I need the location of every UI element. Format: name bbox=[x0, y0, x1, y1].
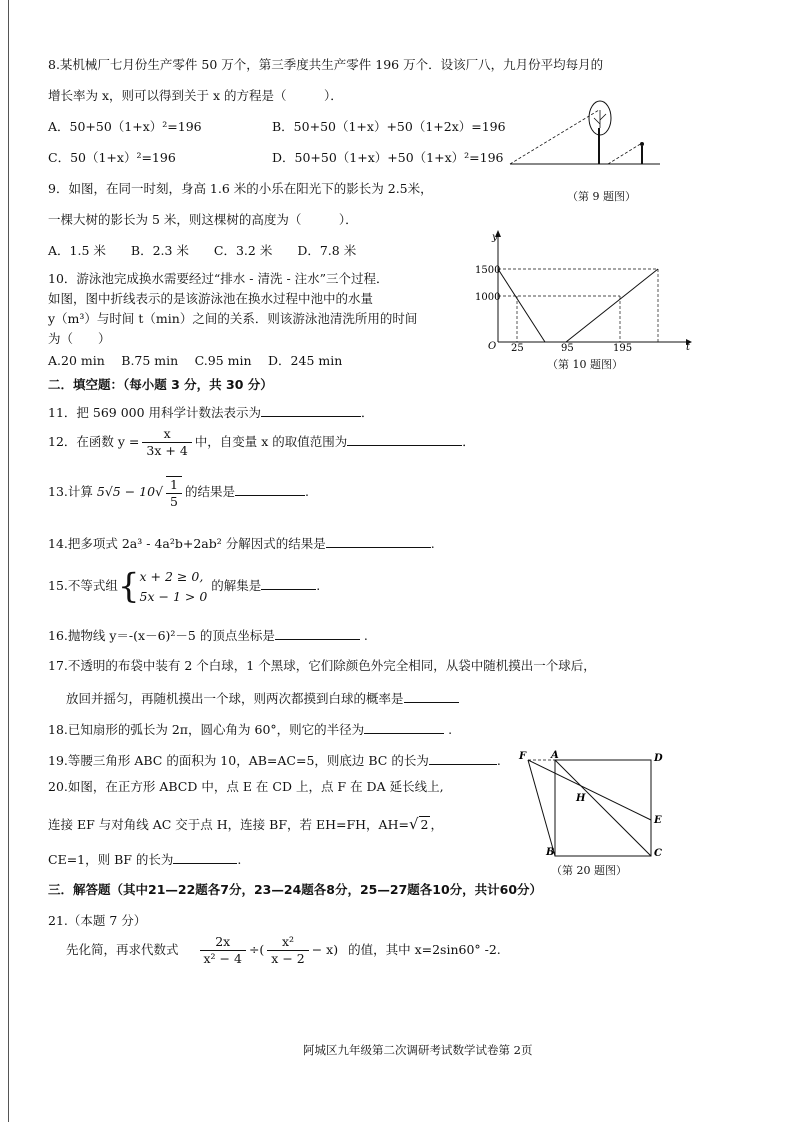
q11-answer-blank[interactable] bbox=[261, 404, 361, 417]
q10-line2: 如图，图中折线表示的是该游泳池在换水过程中池中的水量 bbox=[48, 291, 374, 306]
q18: 18.已知扇形的弧长为 2π，圆心角为 60°，则它的半径为 . bbox=[48, 722, 453, 737]
q21-tail: − x) bbox=[311, 942, 339, 957]
q8-option-b: B．50+50（1+x）+50（1+2x）=196 bbox=[272, 119, 506, 134]
q15-post: 的解集是 bbox=[211, 578, 262, 593]
q17-line1: 17.不透明的布袋中装有 2 个白球，1 个黑球，它们除颜色外完全相同，从袋中随机摸出一个球后， bbox=[48, 658, 596, 673]
q15-inequality-2: 5x − 1 > 0 bbox=[139, 588, 208, 604]
figure-10-graph bbox=[470, 225, 700, 355]
q8-line2: 增长率为 x，则可以得到关于 x 的方程是（ ）． bbox=[48, 88, 343, 103]
fig10-x-axis-label: t bbox=[686, 342, 691, 353]
q13-pre: 13.计算 bbox=[48, 484, 93, 499]
q13-denominator: 5 bbox=[170, 493, 178, 509]
q12: 12．在函数 y = $\frac{x}{3x + 4}$ 中，自变量 x 的取值范围为 ． bbox=[48, 426, 475, 458]
q12-denominator: 3x + 4 bbox=[146, 443, 188, 458]
q12-fraction bbox=[142, 426, 191, 459]
q19-answer-blank[interactable] bbox=[429, 752, 497, 765]
q16-answer-blank[interactable] bbox=[275, 627, 360, 640]
q8-option-c: C．50（1+x）²=196 bbox=[48, 150, 176, 165]
figure-20-caption: （第 20 题图） bbox=[551, 864, 627, 877]
q10-line3: y（m³）与时间 t（min）之间的关系．则该游泳池清洗所用的时间 bbox=[48, 311, 418, 326]
figure-20-square bbox=[513, 746, 688, 864]
q15-answer-blank[interactable] bbox=[261, 577, 316, 590]
q20-sqrt-sign: √ bbox=[408, 815, 419, 833]
figure-9-tree-shadow bbox=[505, 98, 665, 170]
q9-line1: 9．如图，在同一时刻，身高 1.6 米的小乐在阳光下的影长为 2.5米， bbox=[48, 181, 433, 196]
figure-10-caption: （第 10 题图） bbox=[547, 358, 623, 371]
q13-answer-blank[interactable] bbox=[235, 483, 305, 496]
fig10-xtick-25: 25 bbox=[511, 343, 524, 354]
q17-line2 bbox=[66, 690, 459, 707]
fig20-label-d: D bbox=[654, 753, 663, 764]
q8-option-d: D．50+50（1+x）+50（1+x）²=196 bbox=[272, 150, 504, 165]
q20-line1: 20.如图，在正方形 ABCD 中，点 E 在 CD 上，点 F 在 DA 延长线上, bbox=[48, 779, 444, 794]
q15-inequality-1: x + 2 ≥ 0, bbox=[139, 568, 204, 584]
q14: 14.把多项式 2a³ - 4a²b+2ab² 分解因式的结果是 . bbox=[48, 536, 435, 551]
q13-expr: 5√5 − 10√ bbox=[96, 484, 164, 499]
q12-post: 中，自变量 x 的取值范围为 bbox=[194, 434, 348, 449]
q14-answer-blank[interactable] bbox=[326, 535, 431, 548]
fig10-origin: O bbox=[488, 341, 497, 352]
fig10-ytick-1500: 1500 bbox=[475, 265, 501, 276]
fig10-y-axis-label: y bbox=[492, 232, 498, 243]
q21-f1-numerator: 2x bbox=[200, 934, 246, 951]
q21-post: 的值，其中 x=2sin60° -2. bbox=[348, 942, 501, 957]
q9-options: A．1.5 米 B．2.3 米 C．3.2 米 D．7.8 米 bbox=[48, 243, 357, 258]
q15-brace: { bbox=[117, 566, 140, 607]
page-footer: 阿城区九年级第二次调研考试数学试卷第 2页 bbox=[303, 1043, 533, 1057]
q20-line2-text: 连接 EF 与对角线 AC 交于点 H，连接 BF，若 EH=FH，AH= bbox=[48, 817, 409, 832]
q10-line1: 10．游泳池完成换水需要经过“排水 - 清洗 - 注水”三个过程． bbox=[48, 271, 389, 286]
q8-option-a: A．50+50（1+x）²=196 bbox=[48, 119, 202, 134]
q14-text: 14.把多项式 2a³ - 4a²b+2ab² 分解因式的结果是 bbox=[48, 536, 326, 551]
fig10-xtick-95: 95 bbox=[561, 343, 574, 354]
q13: 13.计算 5√5 − 10√ $\frac{1}{5}$ 的结果是 . bbox=[48, 476, 309, 509]
q20-line3-text: CE=1，则 BF 的长为 bbox=[48, 852, 174, 867]
fig20-label-e: E bbox=[654, 815, 662, 826]
fig20-label-f: F bbox=[519, 751, 527, 762]
q19: 19.等腰三角形 ABC 的面积为 10，AB=AC=5，则底边 BC 的长为 . bbox=[48, 753, 501, 768]
q20-sqrt-radicand: 2 bbox=[420, 817, 429, 832]
q11-text: 11．把 569 000 用科学计数法表示为 bbox=[48, 405, 262, 420]
q9-line2: 一棵大树的影长为 5 米，则这棵树的高度为（ ）． bbox=[48, 212, 358, 227]
q16: 16.抛物线 y＝-(x－6)²－5 的顶点坐标是 . bbox=[48, 628, 368, 643]
q13-numerator: 1 bbox=[166, 477, 182, 494]
q15-system bbox=[140, 567, 208, 607]
q21-fraction-2 bbox=[267, 934, 308, 967]
q11: 11．把 569 000 用科学计数法表示为 ． bbox=[48, 405, 374, 420]
fig10-xtick-195: 195 bbox=[613, 343, 633, 354]
q20-answer-blank[interactable] bbox=[173, 851, 237, 864]
q15: 15.不等式组{ x + 2 ≥ 0, 5x − 1 > 0 的解集是 . bbox=[48, 566, 321, 607]
q20-line3: CE=1，则 BF 的长为 . bbox=[48, 852, 242, 867]
q21-fraction-1 bbox=[200, 934, 246, 967]
q21-f2-denominator: x − 2 bbox=[271, 951, 305, 966]
q12-pre: 12．在函数 bbox=[48, 434, 114, 449]
fig20-label-c: C bbox=[654, 848, 662, 859]
q21-f2-numerator: x² bbox=[267, 934, 308, 951]
q21-f1-denominator: x² − 4 bbox=[203, 951, 242, 966]
q12-func: y = bbox=[117, 434, 140, 449]
q12-numerator: x bbox=[142, 426, 191, 443]
q10-options: A.20 min B.75 min C.95 min D．245 min bbox=[48, 353, 343, 368]
q18-text: 18.已知扇形的弧长为 2π，圆心角为 60°，则它的半径为 bbox=[48, 722, 365, 737]
q13-post: 的结果是 bbox=[185, 484, 236, 499]
q20-line2: 连接 EF 与对角线 AC 交于点 H，连接 BF，若 EH=FH，AH=√ 2 ， bbox=[48, 815, 443, 833]
page-margin-line bbox=[8, 0, 9, 1122]
q18-answer-blank[interactable] bbox=[364, 721, 444, 734]
q17-answer-blank[interactable] bbox=[404, 690, 459, 703]
q10-line4: 为（ ） bbox=[48, 331, 111, 346]
q21-divide: ÷( bbox=[248, 942, 265, 957]
fig20-label-a: A bbox=[551, 750, 559, 761]
q12-answer-blank[interactable] bbox=[347, 433, 462, 446]
fig10-ytick-1000: 1000 bbox=[475, 292, 501, 303]
q13-fraction bbox=[166, 476, 182, 510]
fig20-label-b: B bbox=[546, 847, 555, 858]
q21-pre: 先化简，再求代数式 bbox=[66, 942, 179, 957]
section-2-heading: 二．填空题：（每小题 3 分，共 30 分） bbox=[48, 377, 273, 392]
figure-9-caption: （第 9 题图） bbox=[567, 190, 636, 203]
q17-line2-text: 放回并摇匀，再随机摸出一个球，则两次都摸到白球的概率是 bbox=[66, 691, 404, 706]
q16-text: 16.抛物线 y＝-(x－6)²－5 的顶点坐标是 bbox=[48, 628, 275, 643]
q21-body bbox=[66, 928, 501, 972]
q8-line1: 8.某机械厂七月份生产零件 50 万个，第三季度共生产零件 196 万个．设该厂八，九月份平均每月的 bbox=[48, 57, 604, 72]
q21-title: 21.（本题 7 分） bbox=[48, 913, 147, 928]
q15-pre: 15.不等式组 bbox=[48, 578, 118, 593]
fig20-label-h: H bbox=[576, 793, 586, 804]
section-3-heading: 三．解答题（其中21—22题各7分，23—24题各8分，25—27题各10分，共计60分） bbox=[48, 882, 543, 897]
q19-text: 19.等腰三角形 ABC 的面积为 10，AB=AC=5，则底边 BC 的长为 bbox=[48, 753, 429, 768]
